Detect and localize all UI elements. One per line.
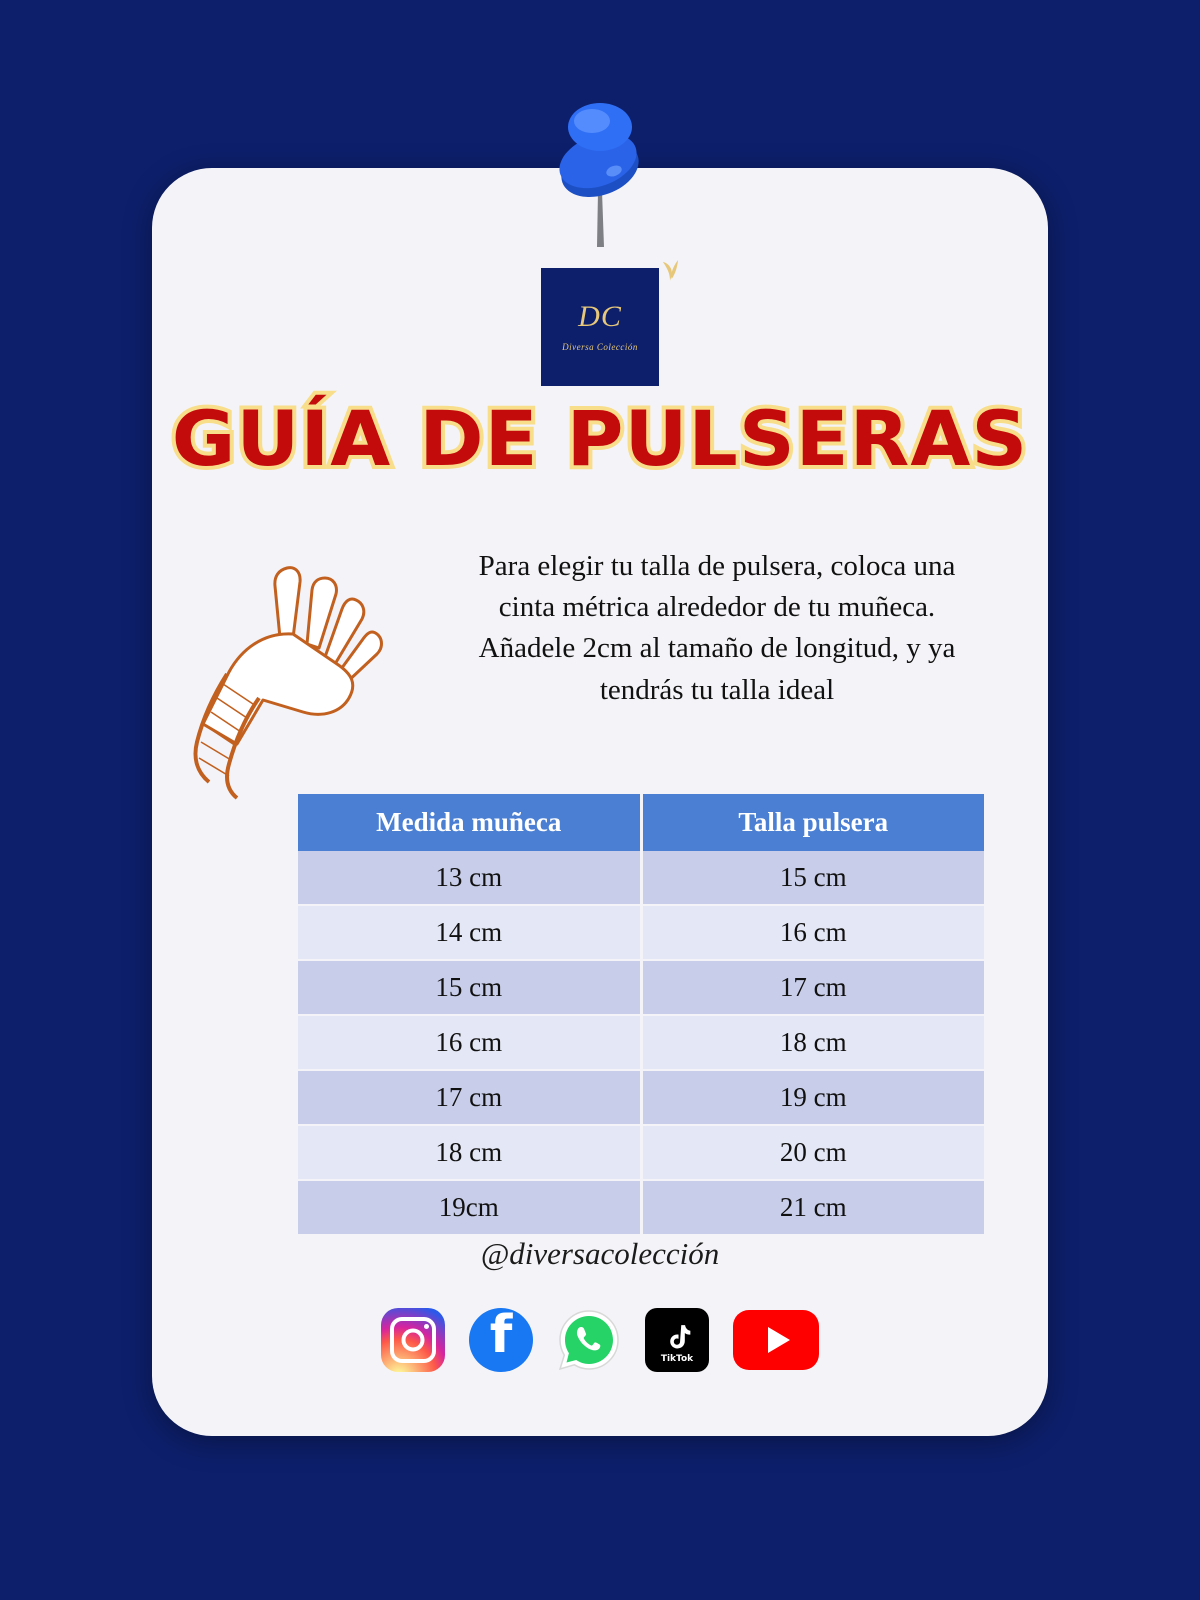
table-row [298, 1070, 984, 1125]
logo-subtitle: Diversa Colección [562, 342, 638, 352]
cell-wrist: 13 cm [298, 851, 641, 905]
column-header-wrist: Medida muñeca [298, 794, 641, 851]
cell-wrist: 19cm [298, 1180, 641, 1235]
cell-wrist: 16 cm [298, 1015, 641, 1070]
social-handle: @diversacolección [480, 1236, 720, 1271]
intro-line-4: tendrás tu talla ideal [599, 673, 835, 706]
leaf-icon [661, 256, 679, 282]
table-row [298, 1015, 984, 1070]
cell-size: 17 cm [641, 960, 984, 1015]
instagram-icon[interactable] [381, 1308, 445, 1372]
table-row [298, 1125, 984, 1180]
cell-wrist: 14 cm [298, 905, 641, 960]
intro-section [152, 546, 1048, 802]
youtube-icon[interactable] [733, 1310, 819, 1370]
table-row [298, 905, 984, 960]
facebook-icon[interactable] [469, 1305, 533, 1372]
intro-line-2: cinta métrica alrededor de tu muñeca. [498, 591, 936, 624]
cell-size: 18 cm [641, 1015, 984, 1070]
facebook-letter: f [489, 1305, 513, 1365]
hand-illustration [152, 546, 422, 802]
table-row [298, 851, 984, 905]
social-links [152, 1305, 1048, 1372]
brand-logo [541, 268, 659, 386]
page-title: GUÍA DE PULSERAS [171, 394, 1029, 483]
cell-size: 15 cm [641, 851, 984, 905]
intro-line-1: Para elegir tu talla de pulsera, coloca una [478, 550, 956, 582]
intro-line-3: Añadele 2cm al tamaño de longitud, y ya [478, 632, 956, 665]
cell-size: 16 cm [641, 905, 984, 960]
cell-size: 19 cm [641, 1070, 984, 1125]
pushpin-icon [540, 95, 660, 255]
cell-size: 20 cm [641, 1125, 984, 1180]
poster-card [152, 168, 1048, 1436]
column-header-size: Talla pulsera [641, 794, 984, 851]
cell-wrist: 15 cm [298, 960, 641, 1015]
size-table [298, 794, 984, 1236]
logo-monogram: DC [578, 300, 622, 333]
tiktok-label: TikTok [660, 1354, 694, 1364]
intro-text [422, 546, 1048, 711]
cell-wrist: 18 cm [298, 1125, 641, 1180]
tiktok-icon[interactable] [645, 1308, 709, 1372]
table-row [298, 960, 984, 1015]
whatsapp-icon[interactable] [557, 1308, 621, 1372]
table-header-row [298, 794, 984, 851]
cell-wrist: 17 cm [298, 1070, 641, 1125]
cell-size: 21 cm [641, 1180, 984, 1235]
table-row [298, 1180, 984, 1235]
